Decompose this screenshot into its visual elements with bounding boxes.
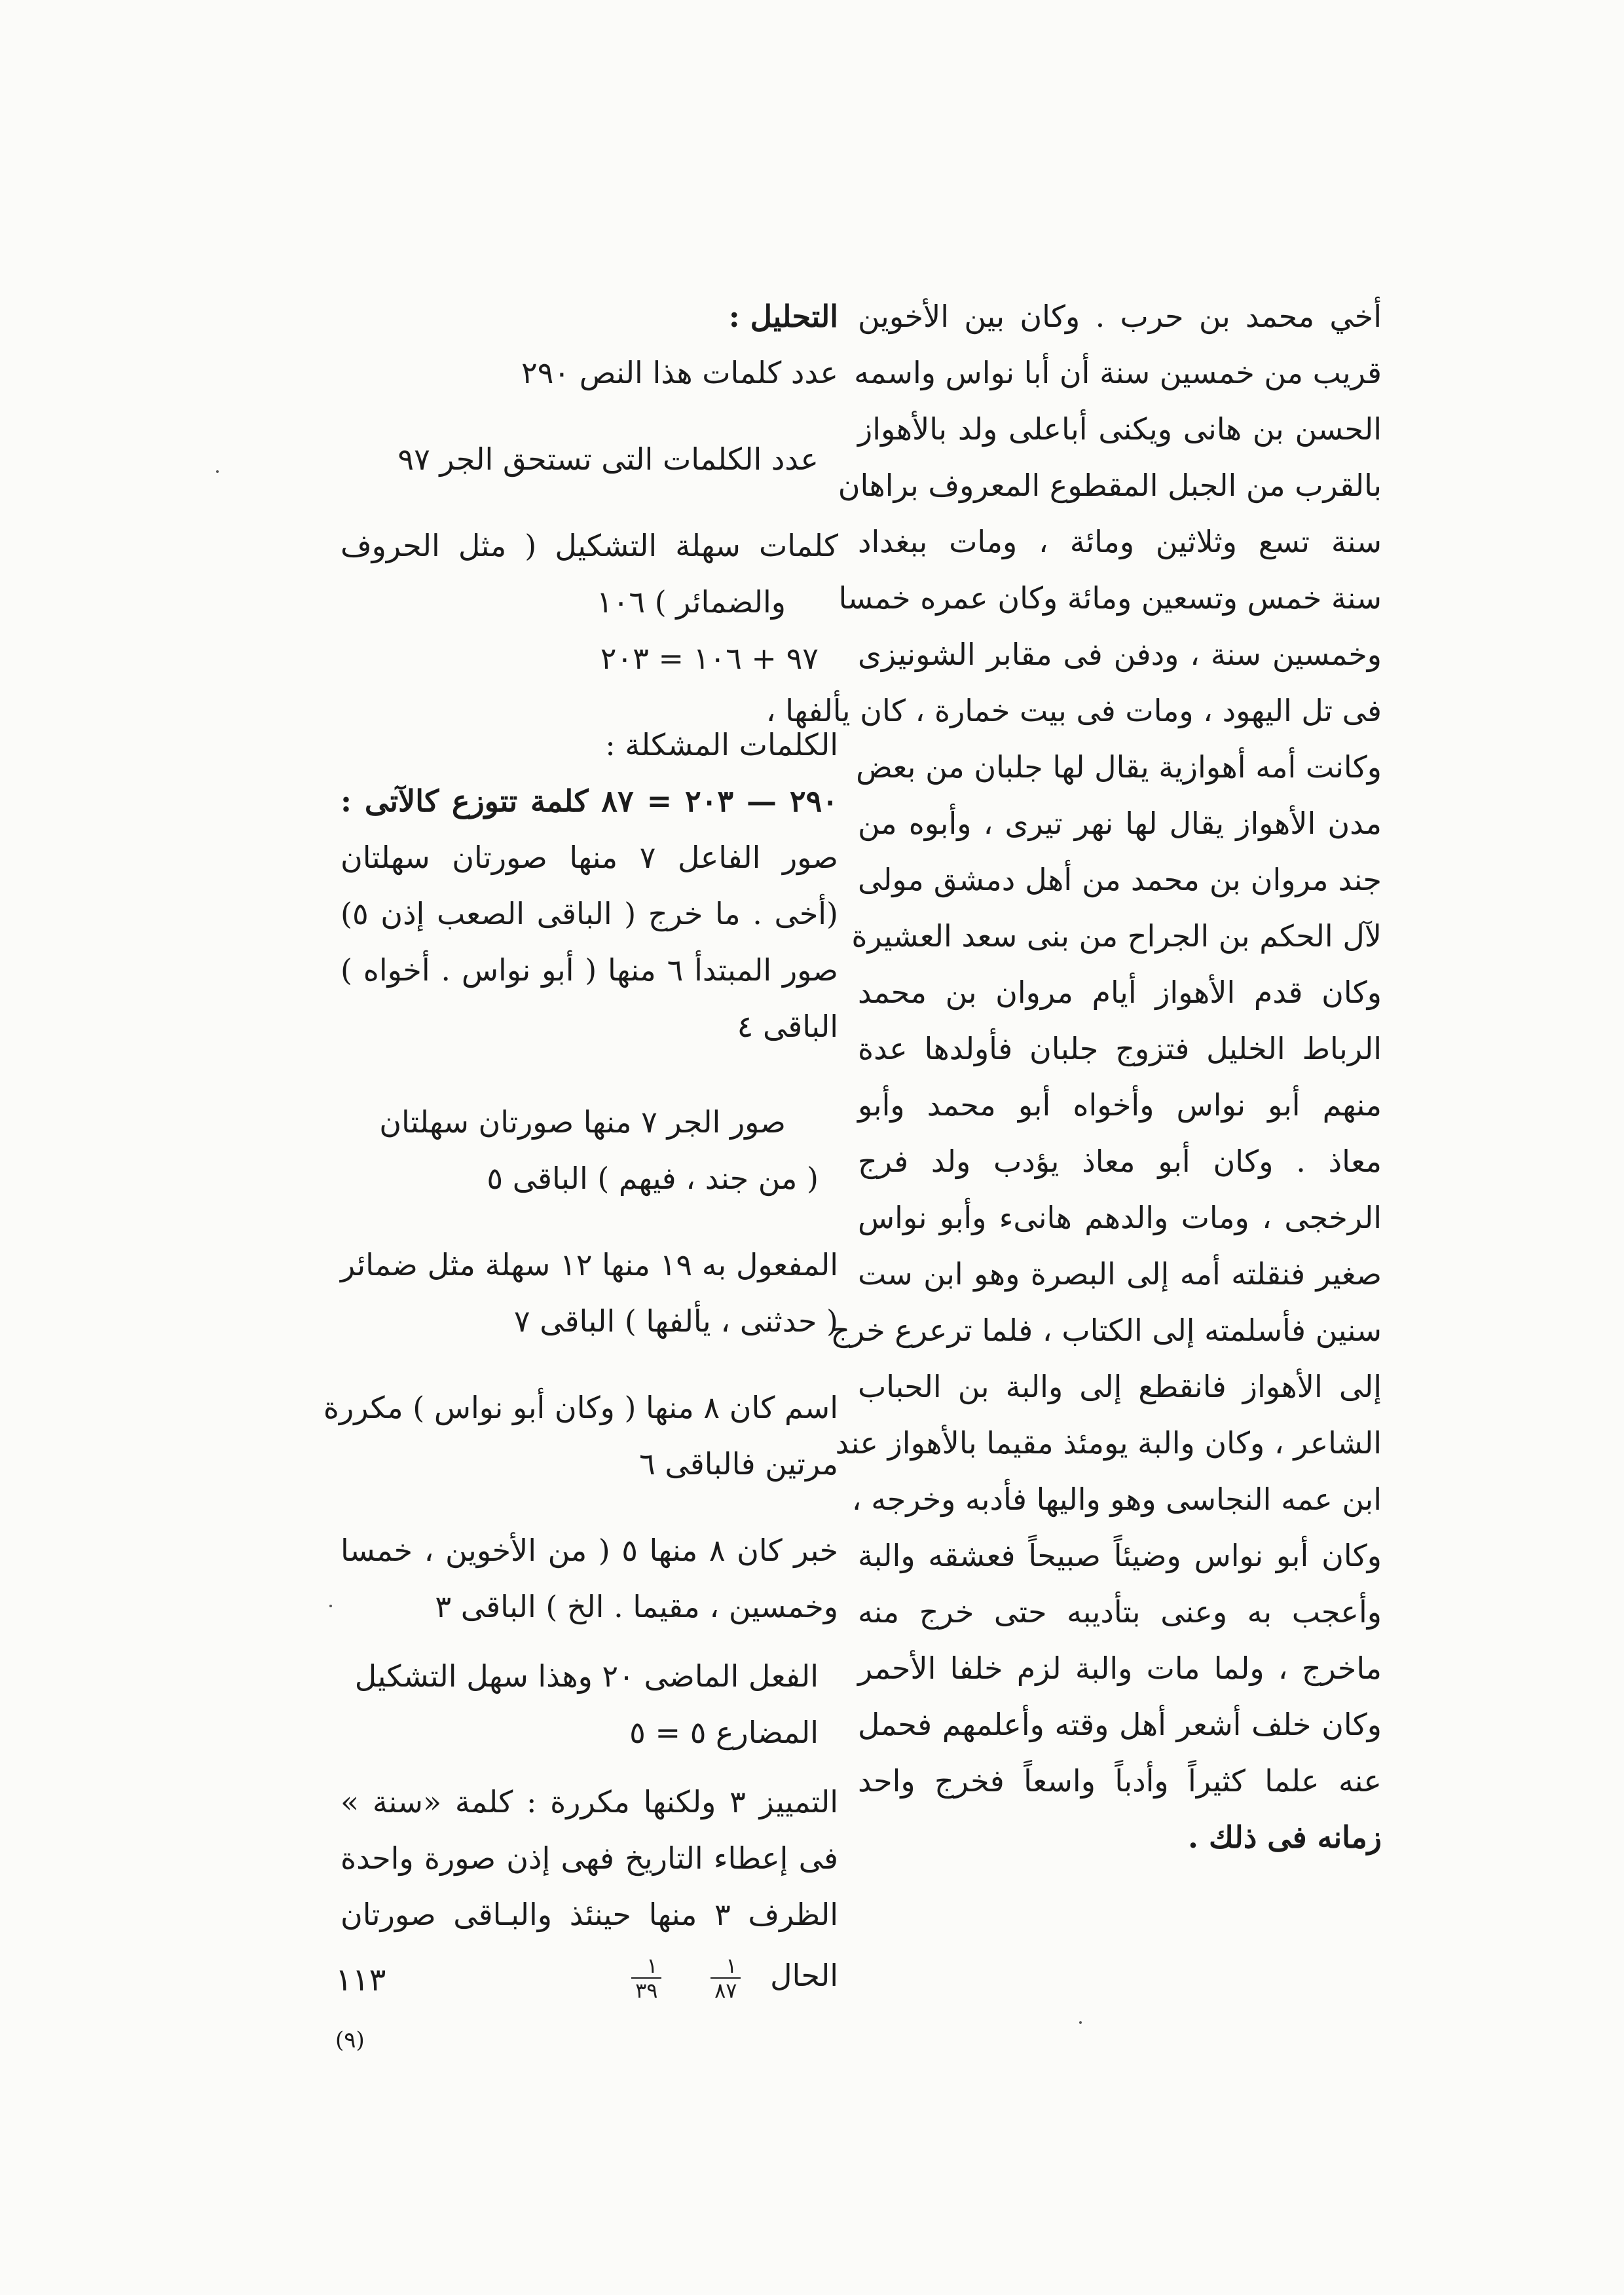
hal-label: الحال [770,1958,838,1993]
narrative-line: معاذ . وكان أبو معاذ يؤدب ولد فرج [858,1144,1382,1179]
sum-line: ٩٧ + ١٠٦ = ٢٠٣ [600,641,819,676]
narrative-line: سنة خمس وتسعين ومائة وكان عمره خمسا [838,580,1382,616]
tamyiz-line: التمييز ٣ ولكنها مكررة : كلمة «سنة » [341,1784,838,1819]
mudari-line: المضارع ٥ = ٥ [629,1715,819,1750]
narrative-line: جند مروان بن محمد من أهل دمشق مولى [858,862,1382,897]
easy-words-line: والضمائر ) ١٠٦ [596,584,786,620]
ism-kana-line: اسم كان ٨ منها ( وكان أبو نواس ) مكررة [323,1390,838,1425]
ism-kana-line: مرتين فالباقى ٦ [639,1446,838,1482]
narrative-line: وكان خلف أشعر أهل وقته وأعلمهم فحمل [858,1707,1382,1742]
easy-words-line: كلمات سهلة التشكيل ( مثل الحروف [341,528,838,563]
narrative-line: وخمسين سنة ، ودفن فى مقابر الشونيزى [858,637,1382,672]
khabar-kana-line: وخمسين ، مقيما . الخ ) الباقى ٣ [435,1589,838,1624]
dust-speck [216,470,219,473]
fraction-87: $\frac{١}{٨٧}$ [710,1954,741,2002]
analysis-column [323,288,839,2008]
analysis-heading: التحليل : [728,299,838,334]
narrative-line: عنه علما كثيراً وأدباً واسعاً فخرج واحد [858,1763,1382,1799]
narrative-line: وكان أبو نواس وضيئاً صبيحاً فعشقه والبة [858,1538,1382,1573]
narrative-line: وكان قدم الأهواز أيام مروان بن محمد [858,975,1382,1010]
narrative-line: منهم أبو نواس وأخواه أبو محمد وأبو [858,1087,1382,1123]
hal-line [341,1943,838,2008]
jarr-line: ( من جند ، فيهم ) الباقى ٥ [487,1161,819,1196]
narrative-line: صغير فنقلته أمه إلى البصرة وهو ابن ست [858,1256,1382,1292]
narrative-line: وكانت أمه أهوازية يقال لها جلبان من بعض [856,749,1382,785]
difficult-words-heading: الكلمات المشكلة : [605,727,838,762]
narrative-line: الرخجى ، ومات والدهم هانىء وأبو نواس [858,1200,1382,1235]
word-count: عدد كلمات هذا النص ٢٩٠ [521,355,838,390]
narrative-line: الحسن بن هانى ويكنى أباعلى ولد بالأهواز [858,411,1382,447]
fa3il-line: (أخى . ما خرج ( الباقى الصعب إذن ٥) [341,896,838,931]
jarr-line: صور الجر ٧ منها صورتان سهلتان [379,1104,786,1140]
jarr-count: عدد الكلمات التى تستحق الجر ٩٧ [397,441,819,477]
madi-line: الفعل الماضى ٢٠ وهذا سهل التشكيل [354,1658,819,1694]
narrative-line: مدن الأهواز يقال لها نهر تيرى ، وأبوه من [858,806,1382,841]
narrative-line: سنة تسع وثلاثين ومائة ، ومات ببغداد [858,524,1382,559]
zarf-line: الظرف ٣ منها حينئذ والبـاقى صورتان [341,1897,839,1932]
narrative-line: ماخرج ، ولما مات والبة لزم خلفا الأحمر [858,1651,1382,1686]
narrative-line: ابن عمه النجاسى وهو واليها فأدبه وخرجه ، [851,1482,1382,1517]
fa3il-line: صور الفاعل ٧ منها صورتان سهلتان [341,840,838,875]
narrative-line: الرباط الخليل فتزوج جلبان فأولدها عدة [858,1031,1382,1066]
mubtada-line: صور المبتدأ ٦ منها ( أبو نواس . أخواه ) [341,952,838,988]
narrative-line: زمانه فى ذلك . [1188,1819,1382,1855]
narrative-line: إلى الأهواز فانقطع إلى والبة بن الحباب [858,1369,1382,1404]
page-number: ١١٣ [335,1962,386,1998]
khabar-kana-line: خبر كان ٨ منها ٥ ( من الأخوين ، خمسا [341,1533,839,1568]
narrative-line: فى تل اليهود ، ومات فى بيت خمارة ، كان يألفها ، [766,693,1382,728]
maf3ul-line: ( حدثنى ، يألفها ) الباقى ٧ [513,1303,838,1339]
distribution-line: ٢٩٠ — ٢٠٣ = ٨٧ كلمة تتوزع كالآتى : [341,783,839,819]
narrative-line: بالقرب من الجبل المقطوع المعروف براهان [838,468,1382,503]
fraction-39: $\frac{١}{٣٩}$ [631,1954,661,2002]
mubtada-line: الباقى ٤ [737,1009,838,1044]
narrative-line: وأعجب به وعنى بتأديبه حتى خرج منه [858,1594,1382,1630]
tamyiz-line: فى إعطاء التاريخ فهى إذن صورة واحدة [341,1840,838,1876]
signature-mark: (٩) [335,2027,365,2053]
narrative-line: لآل الحكم بن الجراح من بنى سعد العشيرة [851,918,1382,954]
narrative-line: قريب من خمسين سنة أن أبا نواس واسمه [854,355,1382,390]
narrative-line: سنين فأسلمته إلى الكتاب ، فلما ترعرع خرج [830,1313,1382,1348]
dust-speck [1079,2021,1082,2024]
narrative-line: أخي محمد بن حرب . وكان بين الأخوين [858,299,1382,334]
maf3ul-line: المفعول به ١٩ منها ١٢ سهلة مثل ضمائر [341,1247,838,1282]
dust-speck [329,1605,332,1607]
narrative-line: الشاعر ، وكان والبة يومئذ مقيما بالأهواز عند [835,1425,1382,1461]
